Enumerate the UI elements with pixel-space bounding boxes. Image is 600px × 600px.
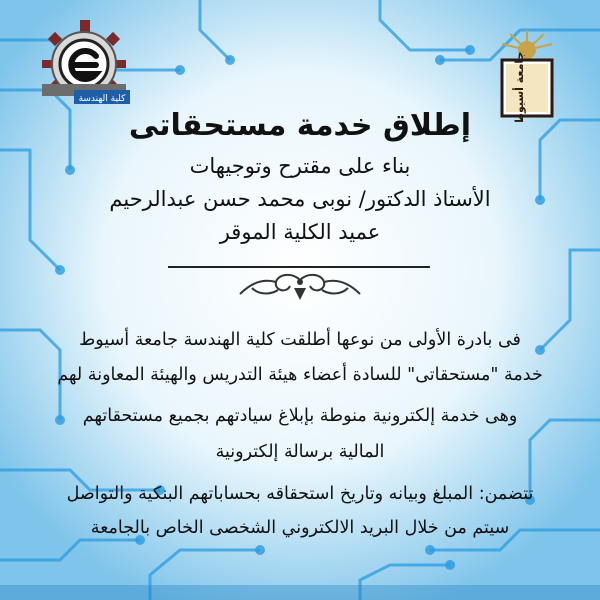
body-line-5: تتضمن: المبلغ وبيانه وتاريخ استحقاقه بحساباتهم البنكية والتواصل — [66, 484, 534, 504]
body-line-2: خدمة "مستحقاتى" للسادة أعضاء هيئة التدريس والهيئة المعاونة لهم — [57, 365, 543, 385]
dean-title: عميد الكلية الموقر — [219, 220, 381, 244]
faculty-of-engineering-logo — [36, 16, 136, 112]
body-line-6: سيتم من خلال البريد الالكتروني الشخصى الخاص بالجامعة — [90, 518, 510, 538]
divider-line — [168, 266, 430, 268]
dean-name: الأستاذ الدكتور/ نوبى محمد حسن عبدالرحيم — [109, 187, 491, 211]
intro-line: بناء على مقترح وتوجيهات — [189, 154, 411, 178]
body-line-4: المالية برسالة إلكترونية — [215, 442, 385, 462]
faculty-logo-caption: كلية الهندسة — [78, 94, 126, 104]
announcement-title: إطلاق خدمة مستحقاتى — [128, 108, 472, 143]
ornament-divider — [232, 270, 368, 304]
body-line-3: وهى خدمة إلكترونية منوطة بإبلاغ سيادتهم بجميع مستحقاتهم — [82, 406, 518, 426]
body-line-1: فى بادرة الأولى من نوعها أطلقت كلية الهندسة جامعة أسيوط — [79, 330, 521, 350]
university-logo-text: جامعة أسيوط — [513, 51, 526, 122]
